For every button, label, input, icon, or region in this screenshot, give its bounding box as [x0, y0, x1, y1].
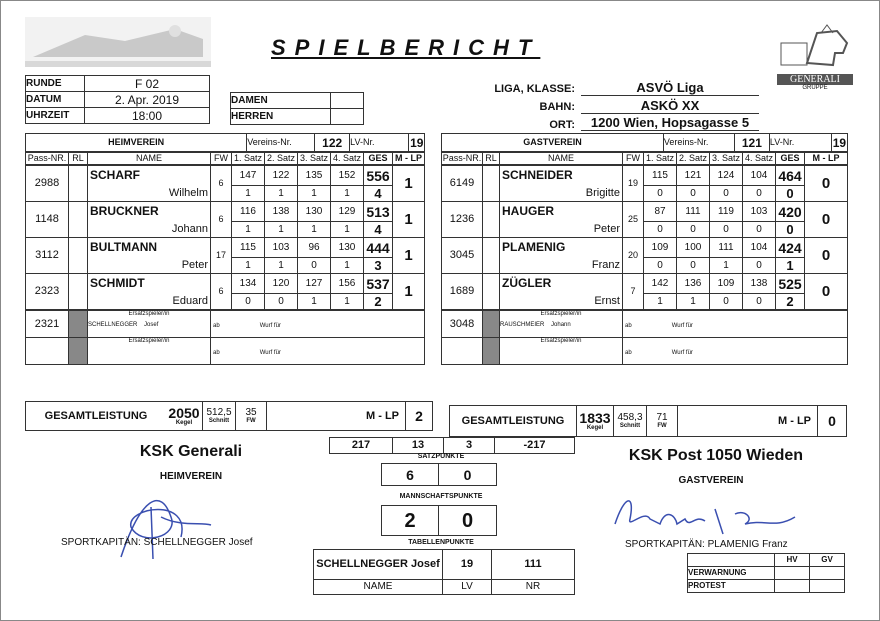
player-lastname: SCHNEIDER: [502, 168, 573, 182]
damen-label: DAMEN: [231, 93, 331, 109]
set-point: 1: [331, 222, 364, 238]
set-score: 104: [743, 166, 776, 186]
set-score: 135: [298, 166, 331, 186]
runde-label: RUNDE: [26, 76, 85, 92]
datum-label: DATUM: [26, 92, 85, 108]
player-firstname: Peter: [181, 259, 208, 271]
player-fw: 25: [623, 202, 644, 238]
set-point: 1: [331, 186, 364, 202]
home-vereins-label: Vereins-Nr.: [247, 134, 315, 152]
guest-sub-rl: [483, 311, 500, 338]
home-sub-label: Ersatzspieler/in: [128, 311, 170, 317]
g-hdr-fw: FW: [623, 153, 644, 165]
home-kegel-label: Kegel: [175, 420, 193, 426]
player-mp: 0: [805, 238, 848, 274]
generali-brand: GENERALI: [777, 74, 853, 85]
herren-box: [331, 109, 364, 125]
player-total: 444: [364, 238, 393, 258]
referee-table: [313, 549, 575, 595]
home-player-row: [26, 274, 425, 294]
player-name-cell: [88, 238, 211, 274]
player-firstname: Franz: [591, 259, 620, 271]
player-rl: [69, 202, 88, 238]
class-table: [230, 92, 364, 125]
hdr-mlp: M - LP: [393, 153, 425, 165]
home-team: [25, 133, 425, 365]
referee-nr-label: NR: [492, 580, 575, 595]
player-rl: [69, 238, 88, 274]
hdr-s2: 2. Satz: [265, 153, 298, 165]
datum-value: 2. Apr. 2019: [85, 92, 210, 108]
guest-header: [441, 133, 848, 152]
player-mp: 1: [393, 238, 425, 274]
satz-label: SATZPUNKTE: [417, 453, 465, 460]
league-logo: [25, 17, 211, 67]
player-pass: 6149: [442, 166, 483, 202]
set-score: 138: [265, 202, 298, 222]
player-mp: 1: [393, 166, 425, 202]
player-total: 537: [364, 274, 393, 294]
guest-sub-pass: 3048: [442, 311, 483, 338]
guest-club: KSK Post 1050 Wieden: [628, 447, 804, 464]
home-sub-name: SCHELLNEGGER: [88, 322, 138, 328]
hdr-ges: GES: [364, 153, 393, 165]
player-fw: 19: [623, 166, 644, 202]
player-firstname: Peter: [593, 223, 620, 235]
set-score: 136: [677, 274, 710, 294]
set-point: 1: [232, 222, 265, 238]
set-score: 130: [331, 238, 364, 258]
set-point: 0: [644, 222, 677, 238]
home-mlp: 2: [406, 402, 433, 431]
set-point: 1: [232, 258, 265, 274]
player-firstname: Eduard: [172, 295, 208, 307]
set-score: 87: [644, 202, 677, 222]
home-gesamt-label: GESAMTLEISTUNG: [26, 402, 167, 431]
set-point: 1: [710, 258, 743, 274]
hdr-fw: FW: [211, 153, 232, 165]
player-lastname: HAUGER: [502, 204, 555, 218]
player-mp: 0: [805, 166, 848, 202]
satz-home: 6: [382, 464, 439, 486]
home-sub2-pass: [26, 338, 69, 365]
guest-player-row: [442, 166, 848, 186]
g-hdr-s3: 3. Satz: [710, 153, 743, 165]
home-schnitt: 512,5: [206, 407, 232, 418]
set-point: 1: [298, 222, 331, 238]
guest-player-row: [442, 238, 848, 258]
guest-fw-label: FW: [657, 423, 667, 429]
player-firstname: Ernst: [594, 295, 620, 307]
home-captain: SPORTKAPITÄN: SCHELLNEGGER Josef: [61, 537, 253, 548]
player-lastname: SCHMIDT: [90, 276, 145, 290]
diff-kegel: 217: [330, 438, 393, 454]
home-schnitt-label: Schnitt: [208, 418, 230, 424]
home-col-headers: [25, 152, 425, 165]
home-sub-ab: ab: [213, 322, 220, 329]
satz-points: [381, 463, 497, 486]
guest-player-row: [442, 202, 848, 222]
player-pass: 1236: [442, 202, 483, 238]
home-total: [25, 401, 433, 431]
guest-mlp: 0: [818, 406, 847, 437]
player-sp-total: 0: [776, 186, 805, 202]
home-players: [25, 165, 425, 310]
guest-mlp-label: M - LP: [678, 406, 818, 437]
bahn-value: ASKÖ XX: [581, 98, 759, 114]
hdr-s3: 3. Satz: [298, 153, 331, 165]
player-fw: 6: [211, 274, 232, 310]
generali-logo: [777, 23, 853, 91]
verwarnung-table: [687, 553, 845, 593]
set-point: 1: [232, 186, 265, 202]
guest-total: [449, 405, 847, 437]
home-player-row: [26, 166, 425, 186]
tabellen-label: TABELLENPUNKTE: [408, 539, 474, 546]
player-rl: [483, 202, 500, 238]
guest-player-row: [442, 274, 848, 294]
verw-label: VERWARNUNG: [688, 567, 775, 580]
set-score: 103: [743, 202, 776, 222]
player-mp: 1: [393, 274, 425, 310]
player-fw: 17: [211, 238, 232, 274]
home-player-row: [26, 238, 425, 258]
guest-club-label: GASTVEREIN: [678, 475, 744, 486]
player-firstname: Wilhelm: [168, 187, 208, 199]
set-point: 1: [265, 186, 298, 202]
player-name-cell: [88, 202, 211, 238]
referee-lv: 19: [443, 550, 492, 580]
set-score: 120: [265, 274, 298, 294]
player-total: 424: [776, 238, 805, 258]
set-score: 116: [232, 202, 265, 222]
set-score: 115: [232, 238, 265, 258]
player-lastname: SCHARF: [90, 168, 140, 182]
hdr-rl: RL: [69, 153, 88, 165]
guest-kegel-label: Kegel: [586, 425, 604, 431]
meta-table: [25, 75, 210, 124]
herren-label: HERREN: [231, 109, 331, 125]
player-pass: 1148: [26, 202, 69, 238]
set-point: 0: [265, 294, 298, 310]
home-sub2-ab: ab: [213, 349, 220, 356]
set-point: 1: [298, 294, 331, 310]
player-rl: [483, 238, 500, 274]
player-name-cell: [500, 202, 623, 238]
set-score: 127: [298, 274, 331, 294]
guest-gesamt-label: GESAMTLEISTUNG: [450, 406, 577, 437]
referee-name-label: NAME: [314, 580, 443, 595]
set-score: 130: [298, 202, 331, 222]
mann-points: [381, 505, 497, 536]
set-score: 100: [677, 238, 710, 258]
set-score: 121: [677, 166, 710, 186]
set-point: 0: [644, 258, 677, 274]
g-hdr-s2: 2. Satz: [677, 153, 710, 165]
home-fw: 35: [245, 407, 257, 418]
player-mp: 1: [393, 202, 425, 238]
diff-fw: 3: [444, 438, 495, 454]
diff-satz: 13: [393, 438, 444, 454]
guest-captain: SPORTKAPITÄN: PLAMENIG Franz: [625, 539, 788, 550]
player-pass: 2988: [26, 166, 69, 202]
home-vereins-nr: 122: [315, 134, 350, 152]
home-lv-nr: 19: [410, 135, 424, 150]
player-total: 556: [364, 166, 393, 186]
guest-sub-cell: [500, 311, 623, 338]
player-name-cell: [88, 274, 211, 310]
set-point: 1: [644, 294, 677, 310]
g-hdr-ges: GES: [776, 153, 805, 165]
guest-subs: [441, 310, 848, 365]
player-name-cell: [88, 166, 211, 202]
player-total: 513: [364, 202, 393, 222]
player-pass: 3112: [26, 238, 69, 274]
set-point: 0: [743, 294, 776, 310]
player-firstname: Johann: [171, 223, 208, 235]
set-score: 103: [265, 238, 298, 258]
set-point: 1: [265, 222, 298, 238]
guest-schnitt-label: Schnitt: [619, 423, 641, 429]
guest-sub2-rl: [483, 338, 500, 365]
set-score: 119: [710, 202, 743, 222]
set-score: 115: [644, 166, 677, 186]
set-point: 0: [710, 222, 743, 238]
home-header: [25, 133, 425, 152]
set-score: 124: [710, 166, 743, 186]
set-score: 147: [232, 166, 265, 186]
player-total: 420: [776, 202, 805, 222]
uhrzeit-label: UHRZEIT: [26, 108, 85, 124]
set-score: 134: [232, 274, 265, 294]
player-lastname: BULTMANN: [90, 240, 158, 254]
player-sp-total: 2: [776, 294, 805, 310]
hdr-pass: Pass-NR.: [26, 153, 69, 165]
home-fw-label: FW: [246, 418, 256, 424]
guest-kegel: 1833: [579, 410, 611, 426]
player-sp-total: 4: [364, 186, 393, 202]
ort-value: 1200 Wien, Hopsagasse 5: [581, 115, 759, 131]
player-pass: 2323: [26, 274, 69, 310]
set-score: 129: [331, 202, 364, 222]
guest-vereins-label: Vereins-Nr.: [663, 134, 734, 152]
guest-lv-nr: 19: [832, 135, 847, 150]
guest-signature: [605, 489, 815, 539]
guest-sub-label: Ersatzspieler/in: [540, 311, 582, 317]
player-sp-total: 4: [364, 222, 393, 238]
set-point: 0: [710, 294, 743, 310]
guest-sub-first: Johann: [551, 322, 571, 328]
home-sub-wurf: Wurf für: [259, 322, 281, 329]
satz-guest: 0: [439, 464, 497, 486]
diff-total: -217: [495, 438, 575, 454]
home-mlp-label: M - LP: [267, 402, 406, 431]
set-point: 0: [743, 186, 776, 202]
guest-sub-wurf: Wurf für: [671, 322, 693, 329]
player-firstname: Brigitte: [585, 187, 620, 199]
set-score: 109: [710, 274, 743, 294]
guest-fw: 71: [656, 412, 668, 423]
g-hdr-s4: 4. Satz: [743, 153, 776, 165]
home-player-row: [26, 202, 425, 222]
guest-sub-ab: ab: [625, 322, 632, 329]
player-mp: 0: [805, 274, 848, 310]
set-point: 0: [743, 222, 776, 238]
home-kegel: 2050: [168, 405, 200, 421]
player-total: 464: [776, 166, 805, 186]
bahn-label: BAHN:: [539, 101, 575, 113]
home-sub-rl: [69, 311, 88, 338]
home-sub2-label: Ersatzspieler/in: [128, 338, 170, 344]
guest-title: GASTVEREIN: [442, 134, 664, 152]
guest-sub2-ab: ab: [625, 349, 632, 356]
player-rl: [69, 274, 88, 310]
player-fw: 20: [623, 238, 644, 274]
player-pass: 1689: [442, 274, 483, 310]
set-point: 0: [298, 258, 331, 274]
g-hdr-s1: 1. Satz: [644, 153, 677, 165]
verw-hv: HV: [775, 554, 810, 567]
player-mp: 0: [805, 202, 848, 238]
set-point: 0: [677, 186, 710, 202]
g-hdr-mlp: M - LP: [805, 153, 848, 165]
set-score: 111: [710, 238, 743, 258]
mann-guest: 0: [439, 506, 497, 536]
referee-lv-label: LV: [443, 580, 492, 595]
guest-team: [441, 133, 848, 365]
hdr-s1: 1. Satz: [232, 153, 265, 165]
player-sp-total: 1: [776, 258, 805, 274]
referee-nr: 111: [492, 550, 575, 580]
player-pass: 3045: [442, 238, 483, 274]
player-lastname: ZÜGLER: [502, 276, 552, 290]
home-club-label: HEIMVEREIN: [159, 471, 223, 482]
home-sub-first: Josef: [144, 322, 159, 328]
set-point: 0: [677, 222, 710, 238]
set-point: 0: [644, 186, 677, 202]
guest-vereins-nr: 121: [734, 134, 769, 152]
liga-label: LIGA, KLASSE:: [494, 83, 575, 95]
guest-sub-name: RAUSCHMEIER: [500, 322, 545, 328]
player-rl: [483, 166, 500, 202]
set-score: 104: [743, 238, 776, 258]
player-name-cell: [500, 238, 623, 274]
home-sub-cell: [88, 311, 211, 338]
guest-lv-label: LV-Nr.: [769, 134, 831, 152]
set-point: 1: [298, 186, 331, 202]
set-score: 142: [644, 274, 677, 294]
guest-col-headers: [441, 152, 848, 165]
player-sp-total: 2: [364, 294, 393, 310]
home-sub2-rl: [69, 338, 88, 365]
runde-value: F 02: [85, 76, 210, 92]
uhrzeit-value: 18:00: [85, 108, 210, 124]
set-point: 1: [265, 258, 298, 274]
set-score: 111: [677, 202, 710, 222]
guest-sub2-label: Ersatzspieler/in: [540, 338, 582, 344]
player-fw: 6: [211, 202, 232, 238]
damen-box: [331, 93, 364, 109]
home-title: HEIMVEREIN: [26, 134, 247, 152]
player-name-cell: [500, 166, 623, 202]
liga-value: ASVÖ Liga: [581, 80, 759, 96]
set-point: 0: [232, 294, 265, 310]
home-lv-label: LV-Nr.: [350, 134, 409, 152]
player-sp-total: 3: [364, 258, 393, 274]
g-hdr-name: NAME: [500, 153, 623, 165]
set-score: 156: [331, 274, 364, 294]
lion-icon: [777, 23, 853, 69]
set-score: 109: [644, 238, 677, 258]
set-point: 0: [743, 258, 776, 274]
player-name-cell: [500, 274, 623, 310]
ort-label: ORT:: [549, 119, 575, 131]
guest-sub2-wurf: Wurf für: [671, 349, 693, 356]
guest-schnitt: 458,3: [617, 412, 643, 423]
set-point: 0: [710, 186, 743, 202]
mann-home: 2: [382, 506, 439, 536]
player-rl: [483, 274, 500, 310]
home-club: KSK Generali: [139, 443, 243, 460]
home-subs: [25, 310, 425, 365]
player-fw: 6: [211, 166, 232, 202]
set-score: 96: [298, 238, 331, 258]
home-signature: [101, 487, 221, 567]
g-hdr-rl: RL: [483, 153, 500, 165]
home-sub2-wurf: Wurf für: [259, 349, 281, 356]
mann-label: MANNSCHAFTSPUNKTE: [399, 493, 483, 500]
guest-players: [441, 165, 848, 310]
verw-blank: [688, 554, 775, 567]
verw-gv: GV: [810, 554, 845, 567]
player-fw: 7: [623, 274, 644, 310]
set-score: 122: [265, 166, 298, 186]
player-total: 525: [776, 274, 805, 294]
referee-name: SCHELLNEGGER Josef: [314, 550, 443, 580]
hdr-name: NAME: [88, 153, 211, 165]
set-score: 152: [331, 166, 364, 186]
guest-sub2-pass: [442, 338, 483, 365]
set-point: 1: [331, 258, 364, 274]
player-lastname: BRUCKNER: [90, 204, 159, 218]
g-hdr-pass: Pass-NR.: [442, 153, 482, 163]
page-title: SPIELBERICHT: [271, 35, 541, 60]
set-point: 1: [331, 294, 364, 310]
protest-label: PROTEST: [688, 580, 775, 593]
player-lastname: PLAMENIG: [502, 240, 566, 254]
hdr-s4: 4. Satz: [331, 153, 364, 165]
set-point: 0: [677, 258, 710, 274]
player-rl: [69, 166, 88, 202]
player-sp-total: 0: [776, 222, 805, 238]
home-sub-pass: 2321: [26, 311, 69, 338]
generali-sub: GRUPPE: [802, 85, 828, 91]
set-point: 1: [677, 294, 710, 310]
set-score: 138: [743, 274, 776, 294]
difference-row: [329, 437, 575, 454]
